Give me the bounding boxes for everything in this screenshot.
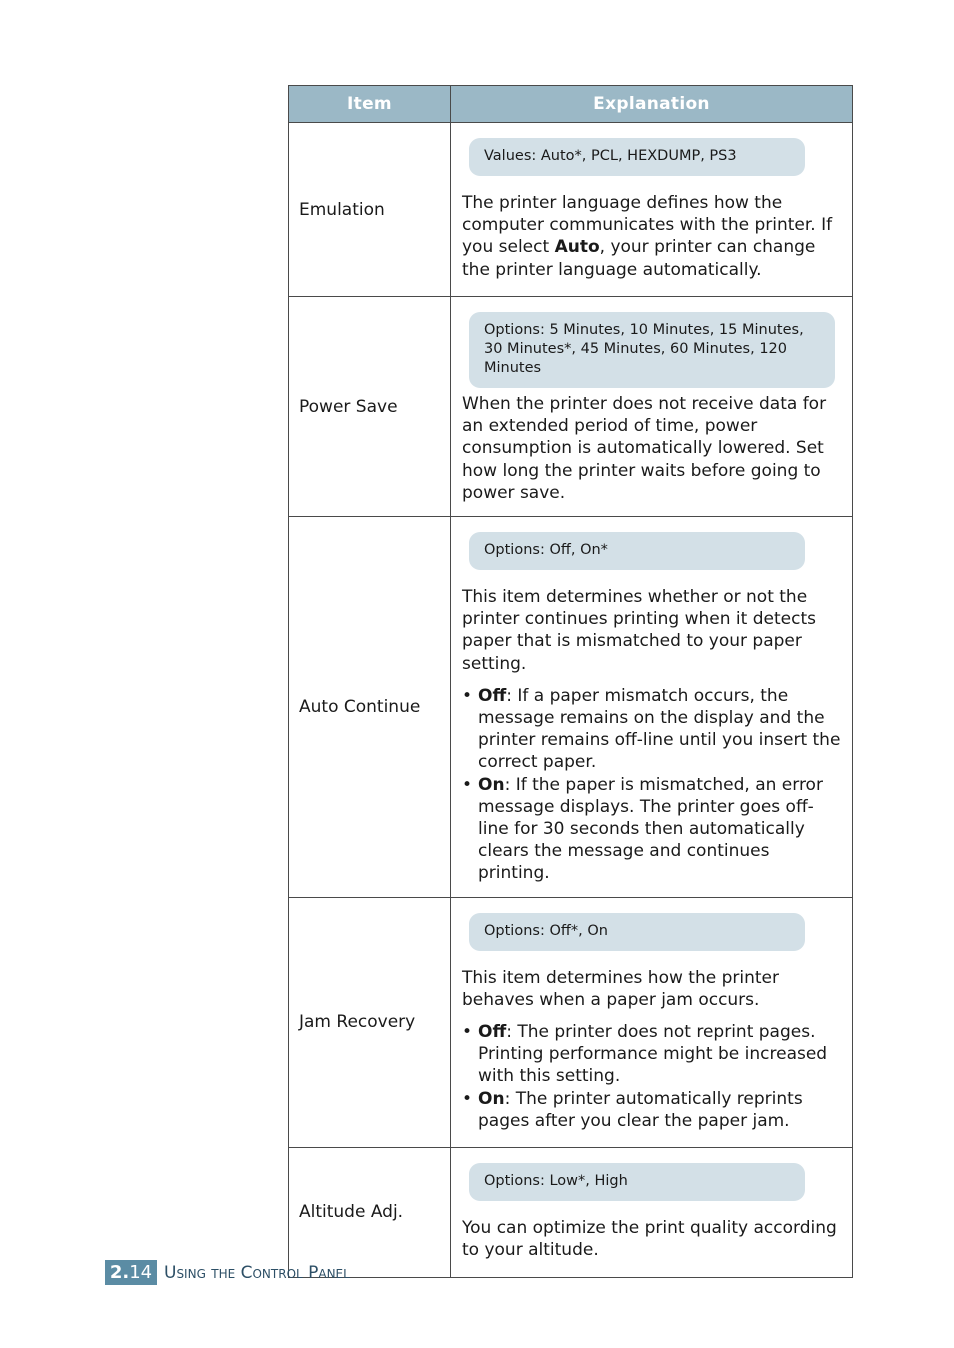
table-row-jam-recovery	[289, 897, 853, 1147]
option-label: Off	[478, 1022, 507, 1043]
option-text: : If a paper mismatch occurs, the message remains on the display and the printer remains off-line until you insert the correct paper.	[478, 685, 841, 773]
option-text: : The printer automatically reprints pages after you clear the paper jam.	[478, 1088, 803, 1131]
option-label: Off	[478, 685, 507, 706]
values-box: Values: Auto*, PCL, HEXDUMP, PS3	[469, 138, 805, 176]
description: When the printer does not receive data for an extended period of time, power consumption is automatically lowered. Set how long the printer waits before going to power save.	[462, 394, 827, 503]
page-number-badge	[105, 1260, 157, 1285]
item-name: Power Save	[289, 297, 451, 517]
values-box: Options: Off*, On	[469, 913, 805, 951]
item-name: Jam Recovery	[289, 897, 451, 1147]
item-name: Auto Continue	[289, 517, 451, 898]
header-item: Item	[289, 86, 451, 123]
options-list	[462, 685, 842, 885]
bullet: •	[462, 685, 473, 706]
item-explanation	[451, 517, 853, 898]
values-box: Options: 5 Minutes, 10 Minutes, 15 Minutes, 30 Minutes*, 45 Minutes, 60 Minutes, 120 Minutes	[469, 312, 835, 388]
list-item	[462, 685, 842, 774]
item-explanation	[451, 897, 853, 1147]
table-row-emulation	[289, 123, 853, 297]
list-item	[462, 1088, 842, 1132]
page-number: 14	[129, 1262, 153, 1283]
table-header-row	[289, 86, 853, 123]
values-box: Options: Off, On*	[469, 532, 805, 570]
description: This item determines whether or not the printer continues printing when it detects paper that is mismatched to your paper setting.	[462, 587, 816, 674]
description-text: The printer language defines how the computer communicates with the printer. If you select	[462, 193, 833, 258]
page-footer	[105, 1260, 350, 1285]
header-explanation: Explanation	[451, 86, 853, 123]
item-explanation	[451, 1147, 853, 1277]
item-name: Emulation	[289, 123, 451, 297]
bullet: •	[462, 1088, 473, 1109]
item-name: Altitude Adj.	[289, 1147, 451, 1277]
list-item	[462, 1021, 842, 1088]
table-row-altitude-adj	[289, 1147, 853, 1277]
option-label: On	[478, 1088, 505, 1109]
description-text: , your printer can change the printer language automatically.	[462, 237, 816, 280]
bullet: •	[462, 1022, 473, 1043]
table-row-power-save	[289, 297, 853, 517]
description-bold: Auto	[554, 237, 600, 258]
values-box: Options: Low*, High	[469, 1163, 805, 1201]
chapter-title: Using the Control Panel	[164, 1262, 350, 1283]
option-text: : The printer does not reprint pages. Printing performance might be increased with this setting.	[478, 1022, 828, 1087]
options-list	[462, 1021, 842, 1132]
settings-table	[288, 85, 853, 1278]
chapter-number: 2.	[109, 1262, 130, 1283]
description: You can optimize the print quality according to your altitude.	[462, 1217, 837, 1260]
option-label: On	[478, 774, 505, 795]
option-text: : If the paper is mismatched, an error message displays. The printer goes off-line for 30 seconds then automatically clears the message and continues printing.	[478, 774, 823, 884]
description	[462, 192, 842, 281]
item-explanation	[451, 297, 853, 517]
item-explanation	[451, 123, 853, 297]
table-row-auto-continue	[289, 517, 853, 898]
bullet: •	[462, 774, 473, 795]
list-item	[462, 774, 842, 885]
description: This item determines how the printer behaves when a paper jam occurs.	[462, 967, 779, 1010]
